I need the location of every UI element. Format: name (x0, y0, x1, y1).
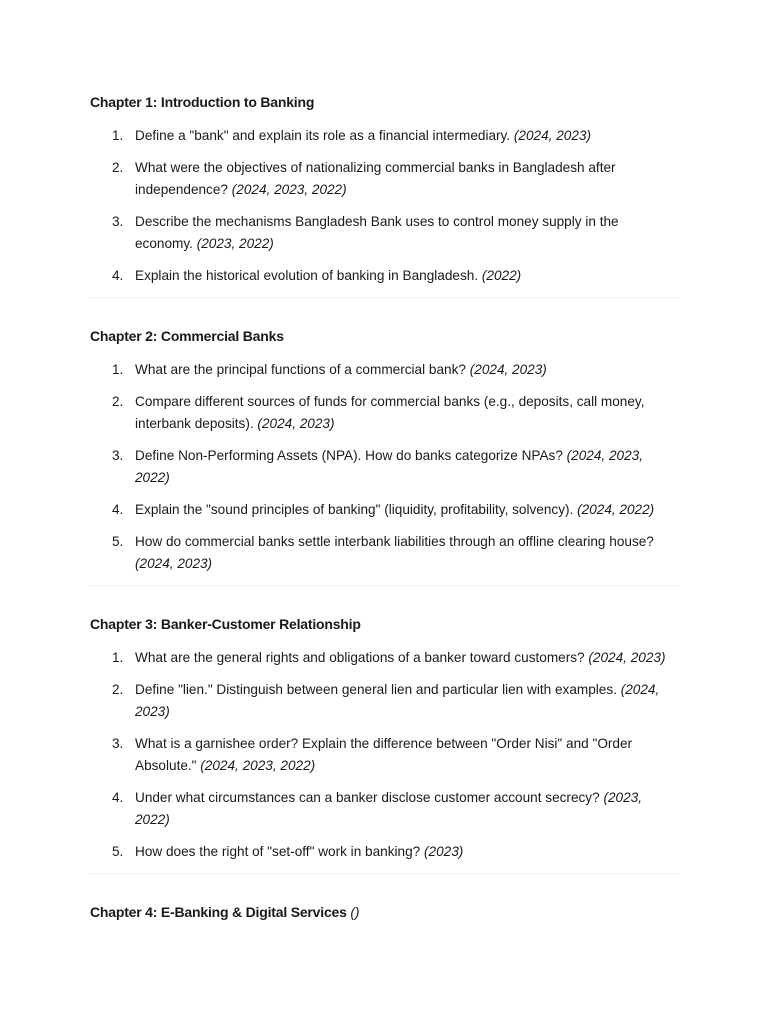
list-item: 2. Compare different sources of funds for commercial banks (e.g., deposits, call money, interbank deposits). (2024, 2023) (112, 394, 645, 431)
chapter-title: Chapter 3: Banker-Customer Relationship (90, 616, 361, 632)
document-page (90, 92, 680, 935)
list-item: 1. What are the general rights and obligations of a banker toward customers? (2024, 2023) (112, 650, 666, 665)
list-item: 1. What are the principal functions of a commercial bank? (2024, 2023) (112, 362, 547, 377)
list-item: 4. Explain the "sound principles of banking" (liquidity, profitability, solvency). (2024, 2022) (112, 502, 655, 517)
empty-years-note: () (350, 904, 360, 920)
chapter-title: Chapter 4: E-Banking & Digital Services () (90, 904, 360, 920)
chapter-title: Chapter 1: Introduction to Banking (90, 94, 315, 110)
list-item: 4. Under what circumstances can a banker disclose customer account secrecy? (2023, 2022) (112, 790, 642, 827)
chapter-title: Chapter 2: Commercial Banks (90, 328, 284, 344)
question-list (90, 647, 680, 863)
question-list (90, 125, 680, 287)
question-list (90, 359, 680, 575)
list-item: 3. Define Non-Performing Assets (NPA). How do banks categorize NPAs? (2024, 2023, 2022) (112, 448, 643, 485)
chapter-2 (90, 326, 680, 575)
section-divider (90, 585, 680, 586)
list-item: 2. Define "lien." Distinguish between general lien and particular lien with examples. (2024, 2023) (112, 682, 660, 719)
list-item: 4. Explain the historical evolution of banking in Bangladesh. (2022) (112, 268, 522, 283)
list-item: 3. Describe the mechanisms Bangladesh Bank uses to control money supply in the economy. (2023, 2022) (112, 214, 619, 251)
section-divider (90, 873, 680, 874)
chapter-3 (90, 614, 680, 863)
list-item: 1. Define a "bank" and explain its role as a financial intermediary. (2024, 2023) (112, 128, 591, 143)
list-item: 3. What is a garnishee order? Explain the difference between "Order Nisi" and "Order Absolute." (2024, 2023, 2022) (112, 736, 633, 773)
section-divider (90, 297, 680, 298)
list-item: 5. How does the right of "set-off" work in banking? (2023) (112, 844, 464, 859)
chapter-4 (90, 902, 680, 922)
list-item: 5. How do commercial banks settle interbank liabilities through an offline clearing house? (2024, 2023) (112, 534, 654, 571)
chapter-1 (90, 92, 680, 287)
list-item: 2. What were the objectives of nationalizing commercial banks in Bangladesh after independence? (2024, 2023, 2022) (112, 160, 616, 197)
